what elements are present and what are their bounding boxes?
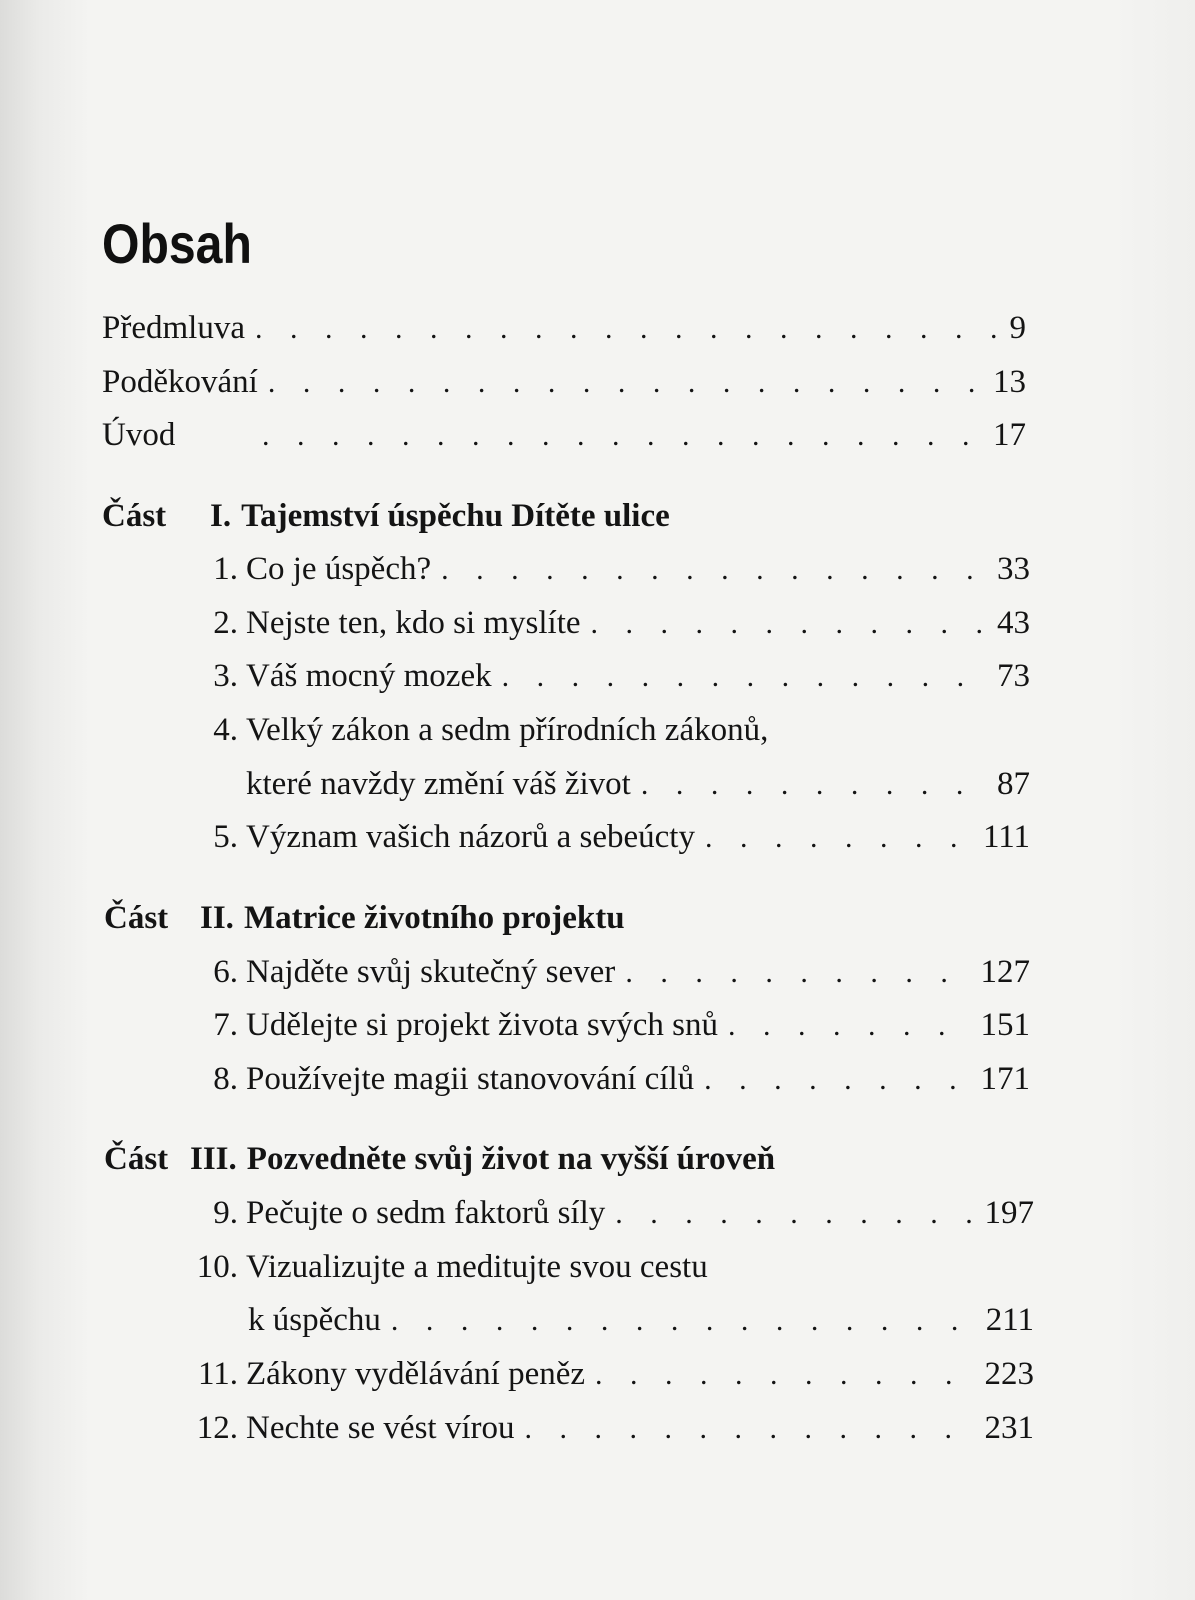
dot-leader — [525, 1409, 975, 1449]
toc-entry-chapter-4-line-2 — [246, 764, 1030, 805]
entry-label: Poděkování — [102, 364, 258, 400]
toc-entry-chapter-11 — [196, 1354, 1034, 1395]
entry-page-number: 231 — [984, 1410, 1034, 1446]
chapter-number: 5. — [213, 819, 238, 855]
part-numeral: I. — [210, 498, 232, 534]
toc-entry-chapter-7 — [204, 1005, 1030, 1046]
dot-leader — [255, 309, 1000, 349]
entry-label: Používejte magii stanovování cílů — [246, 1061, 695, 1097]
chapter-number: 8. — [213, 1061, 238, 1097]
entry-page-number: 151 — [980, 1007, 1030, 1043]
part-word: Část — [102, 498, 167, 534]
toc-entry-foreword — [102, 308, 1026, 349]
toc-entry-chapter-10-line-1 — [196, 1247, 708, 1287]
toc-entry-chapter-2 — [204, 603, 1030, 644]
entry-label: Udělejte si projekt života svých snů — [246, 1007, 718, 1043]
dot-leader — [728, 1006, 971, 1046]
chapter-number: 12. — [196, 1410, 238, 1446]
entry-label: Význam vašich názorů a sebeúcty — [246, 819, 695, 855]
dot-leader — [641, 765, 987, 805]
toc-entry-chapter-10-line-2 — [248, 1300, 1034, 1341]
entry-page-number: 73 — [997, 658, 1030, 694]
chapter-number: 9. — [213, 1195, 238, 1231]
entry-page-number: 13 — [993, 364, 1026, 400]
entry-page-number: 9 — [1009, 310, 1026, 346]
part-word: Část — [104, 1141, 169, 1177]
chapter-number: 2. — [213, 605, 238, 641]
entry-page-number: 197 — [984, 1195, 1034, 1231]
dot-leader — [704, 1060, 970, 1100]
entry-label: Velký zákon a sedm přírodních zákonů, — [246, 712, 769, 748]
dot-leader — [268, 363, 983, 403]
entry-label: Pečujte o sedm faktorů síly — [246, 1195, 606, 1231]
entry-label: Zákony vydělávání peněz — [246, 1356, 586, 1392]
entry-page-number: 33 — [997, 551, 1030, 587]
dot-leader — [705, 818, 973, 858]
part-title: Tajemství úspěchu Dítěte ulice — [241, 498, 670, 534]
entry-label: Nechte se vést vírou — [246, 1410, 515, 1446]
entry-label-continued: které navždy změní váš život — [246, 766, 631, 802]
entry-page-number: 127 — [980, 954, 1030, 990]
entry-label: Předmluva — [102, 310, 245, 346]
chapter-number: 3. — [213, 658, 238, 694]
entry-page-number: 223 — [984, 1356, 1034, 1392]
toc-entry-chapter-4-line-1 — [204, 710, 768, 750]
dot-leader — [595, 1355, 974, 1395]
dot-leader — [262, 416, 983, 456]
entry-label-continued: k úspěchu — [248, 1302, 381, 1338]
toc-entry-chapter-3 — [204, 656, 1030, 697]
part-word: Část — [104, 900, 169, 936]
dot-leader — [502, 657, 987, 697]
entry-label: Co je úspěch? — [246, 551, 432, 587]
toc-entry-chapter-9 — [196, 1193, 1034, 1234]
toc-entry-chapter-1 — [204, 549, 1030, 590]
toc-entry-acknowledgements — [102, 362, 1026, 403]
part-heading-3 — [104, 1139, 775, 1179]
chapter-number: 4. — [213, 712, 238, 748]
entry-label: Nejste ten, kdo si myslíte — [246, 605, 581, 641]
chapter-number: 7. — [213, 1007, 238, 1043]
part-numeral: III. — [190, 1141, 237, 1177]
dot-leader — [625, 953, 970, 993]
dot-leader — [615, 1194, 974, 1234]
entry-page-number: 87 — [997, 766, 1030, 802]
chapter-number: 6. — [213, 954, 238, 990]
toc-entry-chapter-6 — [204, 952, 1030, 993]
entry-page-number: 111 — [982, 819, 1030, 855]
chapter-number: 1. — [213, 551, 238, 587]
entry-label: Váš mocný mozek — [246, 658, 492, 694]
part-heading-2 — [104, 898, 625, 938]
chapter-number: 10. — [196, 1249, 238, 1285]
entry-label: Najděte svůj skutečný sever — [246, 954, 616, 990]
page-title: Obsah — [102, 212, 252, 275]
entry-label: Úvod — [102, 417, 176, 453]
part-title: Pozvedněte svůj život na vyšší úroveň — [246, 1141, 776, 1177]
chapter-number: 11. — [197, 1356, 238, 1392]
toc-entry-introduction — [102, 415, 1026, 456]
toc-entry-chapter-8 — [204, 1059, 1030, 1100]
toc-entry-chapter-5 — [204, 817, 1030, 858]
dot-leader — [591, 604, 987, 644]
entry-label: Vizualizujte a meditujte svou cestu — [246, 1249, 708, 1285]
part-numeral: II. — [200, 900, 234, 936]
dot-leader — [441, 550, 987, 590]
part-title: Matrice životního projektu — [243, 900, 625, 936]
toc-entry-chapter-12 — [196, 1408, 1034, 1449]
part-heading-1 — [102, 496, 670, 536]
dot-leader — [391, 1301, 976, 1341]
entry-page-number: 17 — [993, 417, 1026, 453]
entry-page-number: 171 — [980, 1061, 1030, 1097]
entry-page-number: 43 — [997, 605, 1030, 641]
entry-page-number: 211 — [985, 1302, 1034, 1338]
